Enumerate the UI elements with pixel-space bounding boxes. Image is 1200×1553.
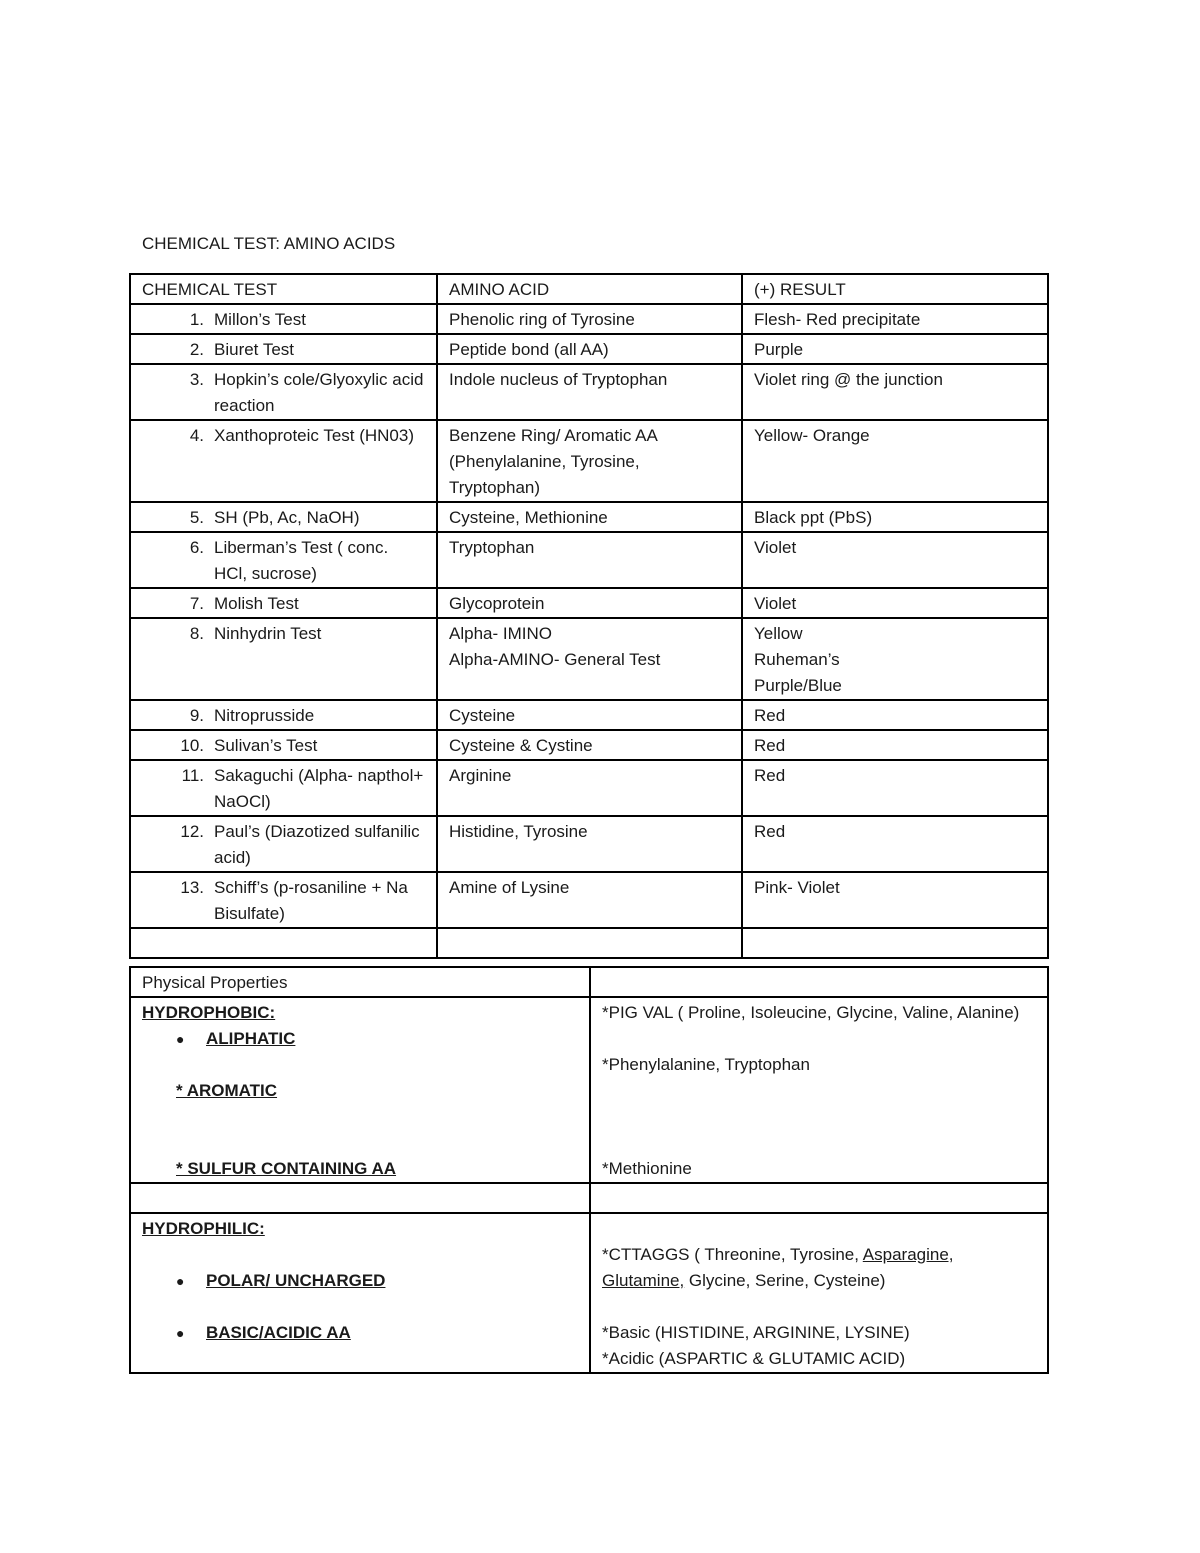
chemical-test-table (129, 273, 1049, 959)
test-number: 6. (189, 538, 204, 557)
test-name: SH (Pb, Ac, NaOH) (214, 508, 360, 527)
table-row (130, 420, 1048, 502)
test-number: 12. (180, 822, 204, 841)
bullet-icon: ● (176, 1325, 185, 1341)
result-text: Purple/Blue (754, 676, 842, 695)
empty-cell (130, 1183, 590, 1213)
chemical-test-cell (130, 816, 437, 872)
physical-properties-table (129, 966, 1049, 1374)
test-name: Hopkin’s cole/Glyoxylic acid reaction (214, 370, 424, 415)
hydrophilic-label: HYDROPHILIC: (142, 1219, 265, 1238)
test-number: 5. (189, 508, 204, 527)
chemical-test-cell (130, 532, 437, 588)
basic-acidic-label: BASIC/ACIDIC AA (206, 1323, 351, 1342)
test-number: 10. (180, 736, 204, 755)
hydrophobic-label: HYDROPHOBIC: (142, 1003, 276, 1022)
cttaggs-end: Glycine, Serine, Cysteine) (684, 1271, 886, 1290)
table-row (130, 872, 1048, 928)
result-text: Violet ring @ the junction (754, 370, 943, 389)
result-cell (742, 304, 1048, 334)
result-cell (742, 502, 1048, 532)
aliphatic-item (142, 1026, 578, 1052)
test-name: Schiff’s (p-rosaniline + Na Bisulfate) (214, 878, 408, 923)
result-cell (742, 532, 1048, 588)
table-header-row (130, 274, 1048, 304)
empty-cell (130, 928, 437, 958)
chemical-test-cell (130, 502, 437, 532)
table-row (130, 364, 1048, 420)
result-text: Red (754, 706, 786, 725)
result-text: Yellow (754, 624, 803, 643)
bullet-icon: ● (176, 1031, 185, 1047)
test-number: 3. (189, 370, 204, 389)
hydrophobic-examples-cell (590, 997, 1048, 1183)
amino-acid-cell (437, 304, 742, 334)
hydrophilic-examples-cell (590, 1213, 1048, 1373)
physical-properties-header: Physical Properties (130, 967, 590, 997)
amino-acid-cell (437, 816, 742, 872)
amino-acid-text: Alpha-AMINO- General Test (449, 650, 661, 669)
amino-acid-cell (437, 700, 742, 730)
basic-acidic-item (142, 1320, 578, 1346)
amino-acid-cell (437, 364, 742, 420)
result-cell (742, 700, 1048, 730)
header-amino-acid: AMINO ACID (437, 274, 742, 304)
aliphatic-label: ALIPHATIC (206, 1029, 296, 1048)
acidic-list: *Acidic (ASPARTIC & GLUTAMIC ACID) (602, 1349, 906, 1368)
sulfur-label: * SULFUR CONTAINING AA (176, 1159, 397, 1178)
result-text: Flesh- Red precipitate (754, 310, 921, 329)
chemical-test-cell (130, 730, 437, 760)
result-text: Red (754, 766, 786, 785)
result-text: Violet (754, 538, 797, 557)
amino-acid-text: Arginine (449, 766, 512, 785)
table-row (130, 816, 1048, 872)
test-name: Liberman’s Test ( conc. HCl, sucrose) (214, 538, 389, 583)
empty-cell (437, 928, 742, 958)
table-row (130, 532, 1048, 588)
chemical-test-cell (130, 618, 437, 700)
aromatic-list: *Phenylalanine, Tryptophan (602, 1055, 810, 1074)
result-text: Purple (754, 340, 804, 359)
table-row (130, 334, 1048, 364)
amino-acid-cell (437, 420, 742, 502)
document-title: CHEMICAL TEST: AMINO ACIDS (142, 234, 396, 253)
result-text: Ruheman’s (754, 650, 840, 669)
test-number: 1. (189, 310, 204, 329)
result-cell (742, 588, 1048, 618)
amino-acid-text: Cysteine & Cystine (449, 736, 593, 755)
asparagine-text: Asparagine, (862, 1245, 954, 1264)
table-row (130, 760, 1048, 816)
chemical-test-cell (130, 700, 437, 730)
result-cell (742, 760, 1048, 816)
chemical-test-cell (130, 334, 437, 364)
header-chemical-test: CHEMICAL TEST (130, 274, 437, 304)
amino-acid-text: Indole nucleus of Tryptophan (449, 370, 668, 389)
test-number: 2. (189, 340, 204, 359)
empty-cell (742, 928, 1048, 958)
amino-acid-text: Amine of Lysine (449, 878, 570, 897)
glutamine-text: Glutamine, (602, 1271, 685, 1290)
chemical-test-cell (130, 588, 437, 618)
hydrophobic-cell (130, 997, 590, 1183)
header-result: (+) RESULT (742, 274, 1048, 304)
test-name: Nitroprusside (214, 706, 315, 725)
empty-row (130, 928, 1048, 958)
bullet-icon: ● (176, 1273, 185, 1289)
test-number: 9. (189, 706, 204, 725)
amino-acid-text: Alpha- IMINO (449, 624, 552, 643)
hydrophilic-row (130, 1213, 1048, 1373)
chemical-test-cell (130, 872, 437, 928)
result-cell (742, 872, 1048, 928)
amino-acid-cell (437, 872, 742, 928)
amino-acid-text: Cysteine (449, 706, 516, 725)
amino-acid-cell (437, 532, 742, 588)
result-cell (742, 816, 1048, 872)
test-name: Xanthoproteic Test (HN03) (214, 426, 415, 445)
hydrophobic-row (130, 997, 1048, 1183)
amino-acid-cell (437, 334, 742, 364)
table-row (130, 304, 1048, 334)
amino-acid-text: Benzene Ring/ Aromatic AA (Phenylalanine, Tyrosine, Tryptophan) (449, 426, 657, 497)
empty-cell (590, 967, 1048, 997)
cttaggs-start: *CTTAGGS ( Threonine, Tyrosine, (602, 1245, 863, 1264)
table-row (130, 502, 1048, 532)
chemical-test-cell (130, 364, 437, 420)
result-cell (742, 420, 1048, 502)
amino-acid-cell (437, 588, 742, 618)
pig-val-text: *PIG VAL ( Proline, Isoleucine, Glycine, Valine, Alanine) (602, 1003, 1020, 1022)
amino-acid-text: Glycoprotein (449, 594, 545, 613)
amino-acid-cell (437, 502, 742, 532)
amino-acid-text: Phenolic ring of Tyrosine (449, 310, 635, 329)
test-name: Sakaguchi (Alpha- napthol+ NaOCl) (214, 766, 424, 811)
empty-cell (590, 1183, 1048, 1213)
chemical-test-cell (130, 420, 437, 502)
polar-item (142, 1268, 578, 1294)
amino-acid-text: Histidine, Tyrosine (449, 822, 588, 841)
physical-header-row (130, 967, 1048, 997)
test-name: Sulivan’s Test (214, 736, 318, 755)
test-number: 11. (181, 766, 204, 785)
test-number: 13. (180, 878, 204, 897)
result-cell (742, 334, 1048, 364)
empty-row (130, 1183, 1048, 1213)
result-cell (742, 730, 1048, 760)
table-row (130, 588, 1048, 618)
test-name: Biuret Test (214, 340, 295, 359)
aromatic-label: * AROMATIC (176, 1081, 278, 1100)
basic-list: *Basic (HISTIDINE, ARGININE, LYSINE) (602, 1323, 910, 1342)
result-cell (742, 364, 1048, 420)
sulfur-list: *Methionine (602, 1159, 692, 1178)
result-text: Red (754, 822, 786, 841)
chemical-test-cell (130, 304, 437, 334)
amino-acid-cell (437, 730, 742, 760)
cttaggs-text (602, 1242, 1036, 1294)
result-text: Yellow- Orange (754, 426, 870, 445)
amino-acid-text: Peptide bond (all AA) (449, 340, 609, 359)
table-row (130, 730, 1048, 760)
polar-label: POLAR/ UNCHARGED (206, 1271, 386, 1290)
result-text: Black ppt (PbS) (754, 508, 873, 527)
test-name: Paul’s (Diazotized sulfanilic acid) (214, 822, 420, 867)
amino-acid-cell (437, 760, 742, 816)
hydrophilic-cell (130, 1213, 590, 1373)
test-number: 8. (189, 624, 204, 643)
result-text: Violet (754, 594, 797, 613)
test-number: 4. (189, 426, 204, 445)
result-text: Red (754, 736, 786, 755)
result-text: Pink- Violet (754, 878, 840, 897)
test-name: Millon’s Test (214, 310, 306, 329)
chemical-test-cell (130, 760, 437, 816)
test-name: Molish Test (214, 594, 299, 613)
amino-acid-text: Tryptophan (449, 538, 535, 557)
amino-acid-cell (437, 618, 742, 700)
amino-acid-text: Cysteine, Methionine (449, 508, 608, 527)
result-cell (742, 618, 1048, 700)
table-row (130, 700, 1048, 730)
table-row (130, 618, 1048, 700)
test-number: 7. (189, 594, 204, 613)
test-name: Ninhydrin Test (214, 624, 322, 643)
